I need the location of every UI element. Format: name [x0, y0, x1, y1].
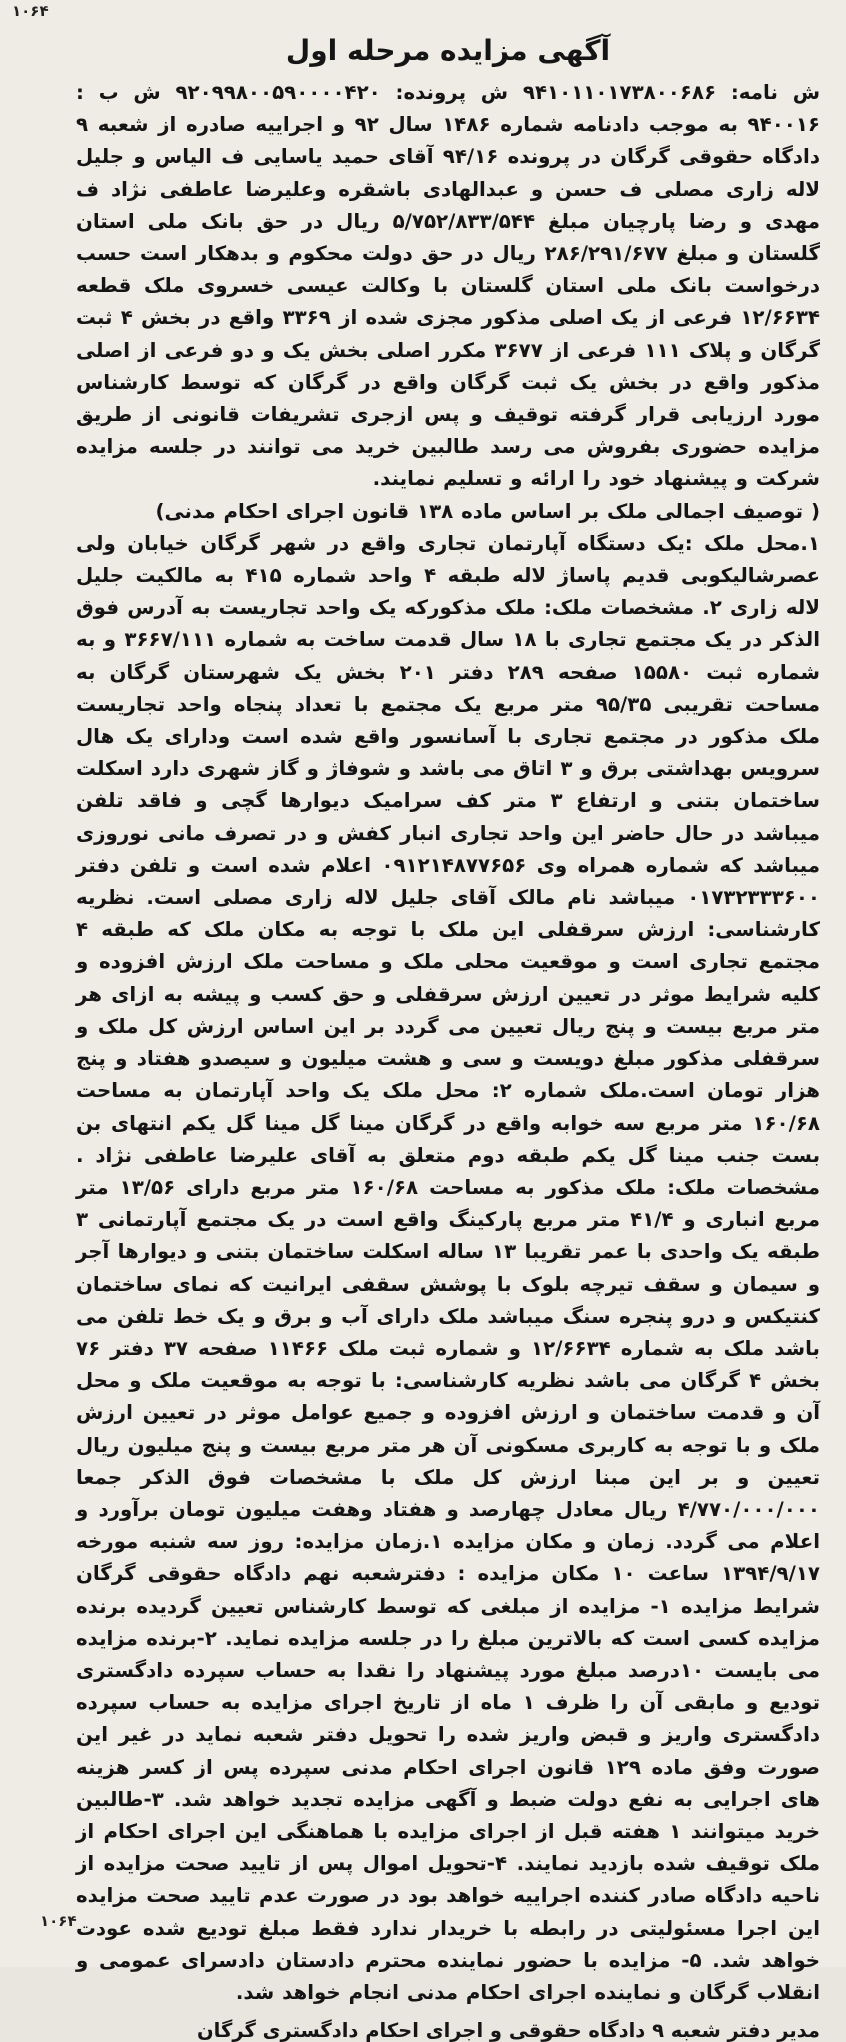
- intro-paragraph: ش نامه: ۹۴۱۰۱۱۰۱۷۳۸۰۰۶۸۶ ش پرونده: ۹۲۰۹۹۸۰۰۵۹۰۰۰۰۴۲۰ ش ب : ۹۴۰۰۱۶ به موجب دادنامه شماره ۱۴۸۶ سال ۹۲ و اجراییه صادره از شعبه ۹ دادگاه حقوقی گرگان در پرونده ۹۴/۱۶ آقای حمید یاسایی ف الیاس و جلیل لاله زاری مصلی ف حسن و عبدالهادی باشقره وعلیرضا عاطفی نژاد ف مهدی و رضا پارچیان مبلغ ۵/۷۵۲/۸۳۳/۵۴۴ ریال در حق بانک ملی استان گلستان و مبلغ ۲۸۶/۲۹۱/۶۷۷ ریال در حق دولت محکوم و بدهکار است حسب درخواست بانک ملی استان گلستان با وکالت عیسی خسروی ملک قطعه ۱۲/۶۶۳۴ فرعی از یک اصلی مذکور مجزی شده از ۳۳۶۹ واقع در بخش ۴ ثبت گرگان و پلاک ۱۱۱ فرعی از ۳۶۷۷ مکرر اصلی بخش یک و دو فرعی از اصلی مذکور واقع در بخش یک ثبت گرگان واقع در گرگان که توسط کارشناس مورد ارزیابی قرار گرفته توقیف و پس ازجری تشریفات قانونی از طریق مزایده حضوری بفروش می رسد طالبین خرید می توانند در جلسه مزایده شرکت و پیشنهاد خود را ارائه و تسلیم نمایند.: [76, 81, 821, 491]
- signature-line: مدیر دفتر شعبه ۹ دادگاه حقوقی و اجرای احکام دادگستری گرگان: [197, 2019, 820, 2042]
- page-number-bottom: ۱۰۶۴: [40, 1912, 77, 1930]
- notice-title: آگهی مزایده مرحله اول: [285, 34, 611, 67]
- property-details-paragraph: ۱.محل ملک :یک دستگاه آپارتمان تجاری واقع در شهر گرگان خیابان ولی عصرشالیکوبی قدیم پاساژ لاله طبقه ۴ واحد شماره ۴۱۵ به مالکیت جلیل لاله زاری ۲. مشخصات ملک: ملک مذکورکه یک واحد تجاریست به آدرس فوق الذکر در یک مجتمع تجاری با ۱۸ سال قدمت ساخت به شماره ۳۶۶۷/۱۱۱ و به شماره ثبت ۱۵۵۸۰ صفحه ۲۸۹ دفتر ۲۰۱ بخش یک شهرستان گرگان به مساحت تقریبی ۹۵/۳۵ متر مربع یک مجتمع با تعداد پنجاه واحد تجاریست ملک مذکور در مجتمع تجاری با آسانسور واقع شده است ودارای یک هال سرویس بهداشتی برق و ۳ اتاق می باشد و شوفاژ و گاز شهری دارد اسکلت ساختمان بتنی و ارتفاع ۳ متر کف سرامیک دیوارها گچی و فاقد تلفن میباشد در حال حاضر این واحد تجاری انبار کفش و در تصرف مانی نوروزی میباشد که شماره همراه وی ۰۹۱۲۱۴۸۷۷۶۵۶ اعلام شده است و تلفن دفتر ۰۱۷۳۲۳۳۳۶۰۰ میباشد نام مالک آقای جلیل لاله زاری مصلی است. نظریه کارشناسی: ارزش سرقفلی این ملک با توجه به مکان ملک که طبقه ۴ مجتمع تجاری است و موقعیت محلی ملک و مساحت ملک ارزش افزوده و کلیه شرایط موثر در تعیین ارزش سرقفلی و حق کسب و پیشه به ازای هر متر مربع بیست و پنج ریال تعیین می گردد بر این اساس ارزش کل ملک و سرقفلی مذکور مبلغ دویست و سی و هشت میلیون و سیصدو هفتاد و پنج هزار تومان است.ملک شماره ۲: محل ملک یک واحد آپارتمان به مساحت ۱۶۰/۶۸ متر مربع سه خوابه واقع در گرگان مینا گل مینا گل یکم انتهای بن بست جنب مینا گل یکم طبقه دوم متعلق به آقای علیرضا عاطفی نژاد . مشخصات ملک: ملک مذکور به مساحت ۱۶۰/۶۸ متر مربع دارای ۱۳/۵۶ متر مربع انباری و ۴۱/۴ متر مربع پارکینگ واقع است در یک مجتمع آپارتمانی ۳ طبقه یک واحدی با عمر تقریبا ۱۳ ساله اسکلت ساختمان بتنی و دیوارها آجر و سیمان و سقف تیرچه بلوک با پوشش سقفی ایرانیت که نمای ساختمان کنتیکس و درو پنجره سنگ میباشد ملک دارای آب و برق و یک خط تلفن می باشد ملک به شماره ۱۲/۶۶۳۴ و شماره ثبت ملک ۱۱۴۶۶ صفحه ۳۷ دفتر ۷۶ بخش ۴ گرگان می باشد نظریه کارشناسی: با توجه به موقعیت ملک و محل آن و قدمت ساختمان و ارزش افزوده و جمیع عوامل موثر در تعیین ارزش ملک و با توجه به کاربری مسکونی آن هر متر مربع بیست و پنج میلیون ریال تعیین و بر این مبنا ارزش کل ملک با مشخصات فوق الذکر جمعا ۴/۷۷۰/۰۰۰/۰۰۰ ریال معادل چهارصد و هفتاد وهفت میلیون تومان برآورد و اعلام می گردد. زمان و مکان مزایده ۱.زمان مزایده: روز سه شنبه مورخه ۱۳۹۴/۹/۱۷ ساعت ۱۰ مکان مزایده : دفترشعبه نهم دادگاه حقوقی گرگان شرایط مزایده ۱- مزایده از مبلغی که توسط کارشناس تعیین گردیده برنده مزایده کسی است که بالاترین مبلغ را در جلسه مزایده نماید. ۲-برنده مزایده می بایست ۱۰درصد مبلغ مورد پیشنهاد را نقدا به حساب سپرده دادگستری تودیع و مابقی آن را ظرف ۱ ماه از تاریخ اجرای مزایده به حساب سپرده دادگستری واریز و قبض واریز شده را تحویل دفتر شعبه نماید در غیر این صورت وفق ماده ۱۲۹ قانون اجرای احکام مدنی سپرده پس از کسر هزینه های اجرایی به نفع دولت ضبط و آگهی مزایده تجدید خواهد شد. ۳-طالبین خرید میتوانند ۱ هفته قبل از اجرای مزایده با هماهنگی این اجرای احکام از ملک توقیف شده بازدید نمایند. ۴-تحویل اموال پس از تایید صحت مزایده از ناحیه دادگاه صادر کننده اجراییه خواهد بود در صورت عدم تایید صحت مزایده این اجرا مسئولیتی در رابطه با خریدار ندارد فقط مبلغ تودیع شده عودت خواهد شد. ۵- مزایده با حضور نماینده محترم دادستان دادسرای عمومی و انقلاب گرگان و نماینده اجرای احکام مدنی انجام خواهد شد.: [76, 531, 821, 2004]
- property-description-heading: ( توصیف اجمالی ملک بر اساس ماده ۱۳۸ قانون اجرای احکام مدنی): [155, 499, 820, 523]
- page-number-top: ۱۰۶۴: [12, 2, 49, 20]
- notice-body: [76, 77, 820, 2009]
- auction-notice: [54, 10, 840, 2042]
